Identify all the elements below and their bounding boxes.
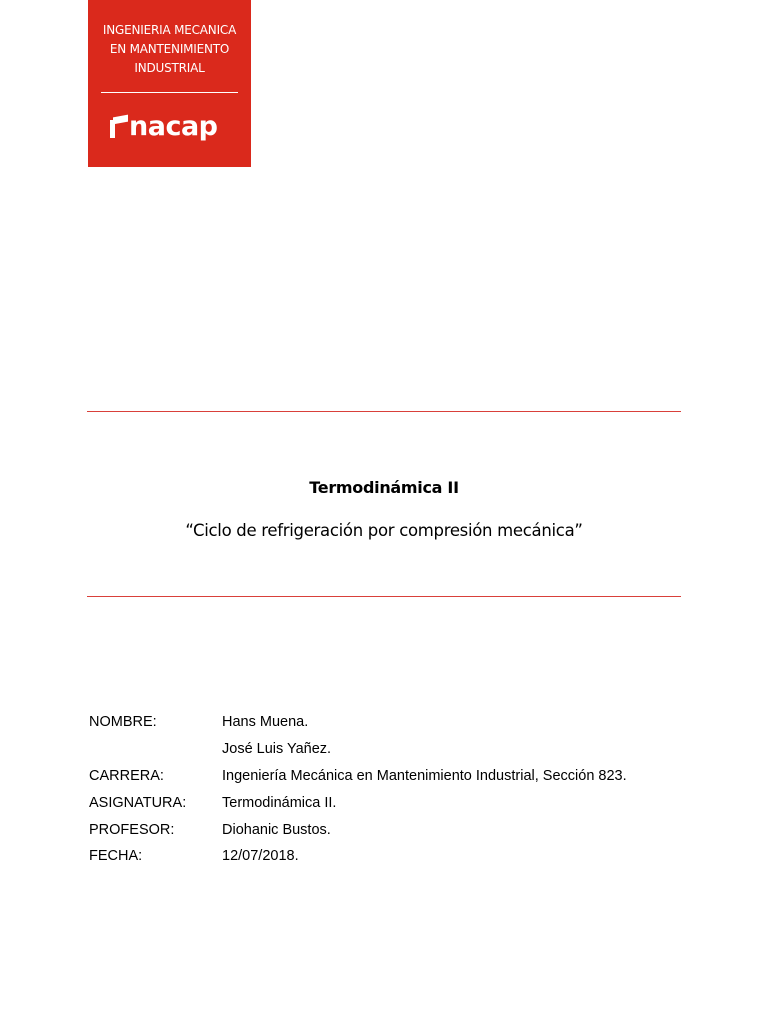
info-value: Hans Muena. (222, 714, 309, 731)
info-row-carrera (89, 763, 627, 790)
career-caption-line-1: INGENIERIA MECANICA (102, 23, 237, 37)
course-subject: Termodinámica II (309, 478, 459, 497)
info-label: ASIGNATURA: (89, 794, 187, 811)
info-value: Termodinámica II. (222, 794, 337, 811)
document-title: “Ciclo de refrigeración por compresión mecánica” (185, 521, 583, 540)
career-caption-line-2: EN MANTENIMIENTO (109, 42, 230, 56)
career-caption (88, 21, 251, 78)
logo-i-mark-icon (110, 116, 128, 138)
logo-wordmark: nacap (129, 111, 218, 142)
info-value: José Luis Yañez. (222, 741, 332, 758)
info-row-asignatura (89, 789, 627, 816)
title-rule-top (87, 411, 681, 412)
institution-brand-block (88, 0, 251, 167)
info-label: NOMBRE: (89, 714, 157, 731)
info-row-profesor (89, 816, 627, 843)
info-label: PROFESOR: (89, 821, 175, 838)
info-row-fecha (89, 843, 627, 870)
cover-info-table (89, 709, 627, 870)
career-caption-line-3: INDUSTRIAL (134, 61, 205, 75)
brand-divider (101, 92, 238, 93)
info-label: FECHA: (89, 848, 143, 865)
info-label: CARRERA: (89, 767, 164, 784)
info-value: 12/07/2018. (222, 848, 299, 865)
info-row-nombre (89, 709, 627, 736)
info-value: Diohanic Bustos. (222, 821, 331, 838)
info-row-nombre-2 (89, 736, 627, 763)
info-value: Ingeniería Mecánica en Mantenimiento Industrial, Sección 823. (222, 767, 627, 784)
title-rule-bottom (87, 596, 681, 597)
inacap-logo (110, 110, 218, 144)
